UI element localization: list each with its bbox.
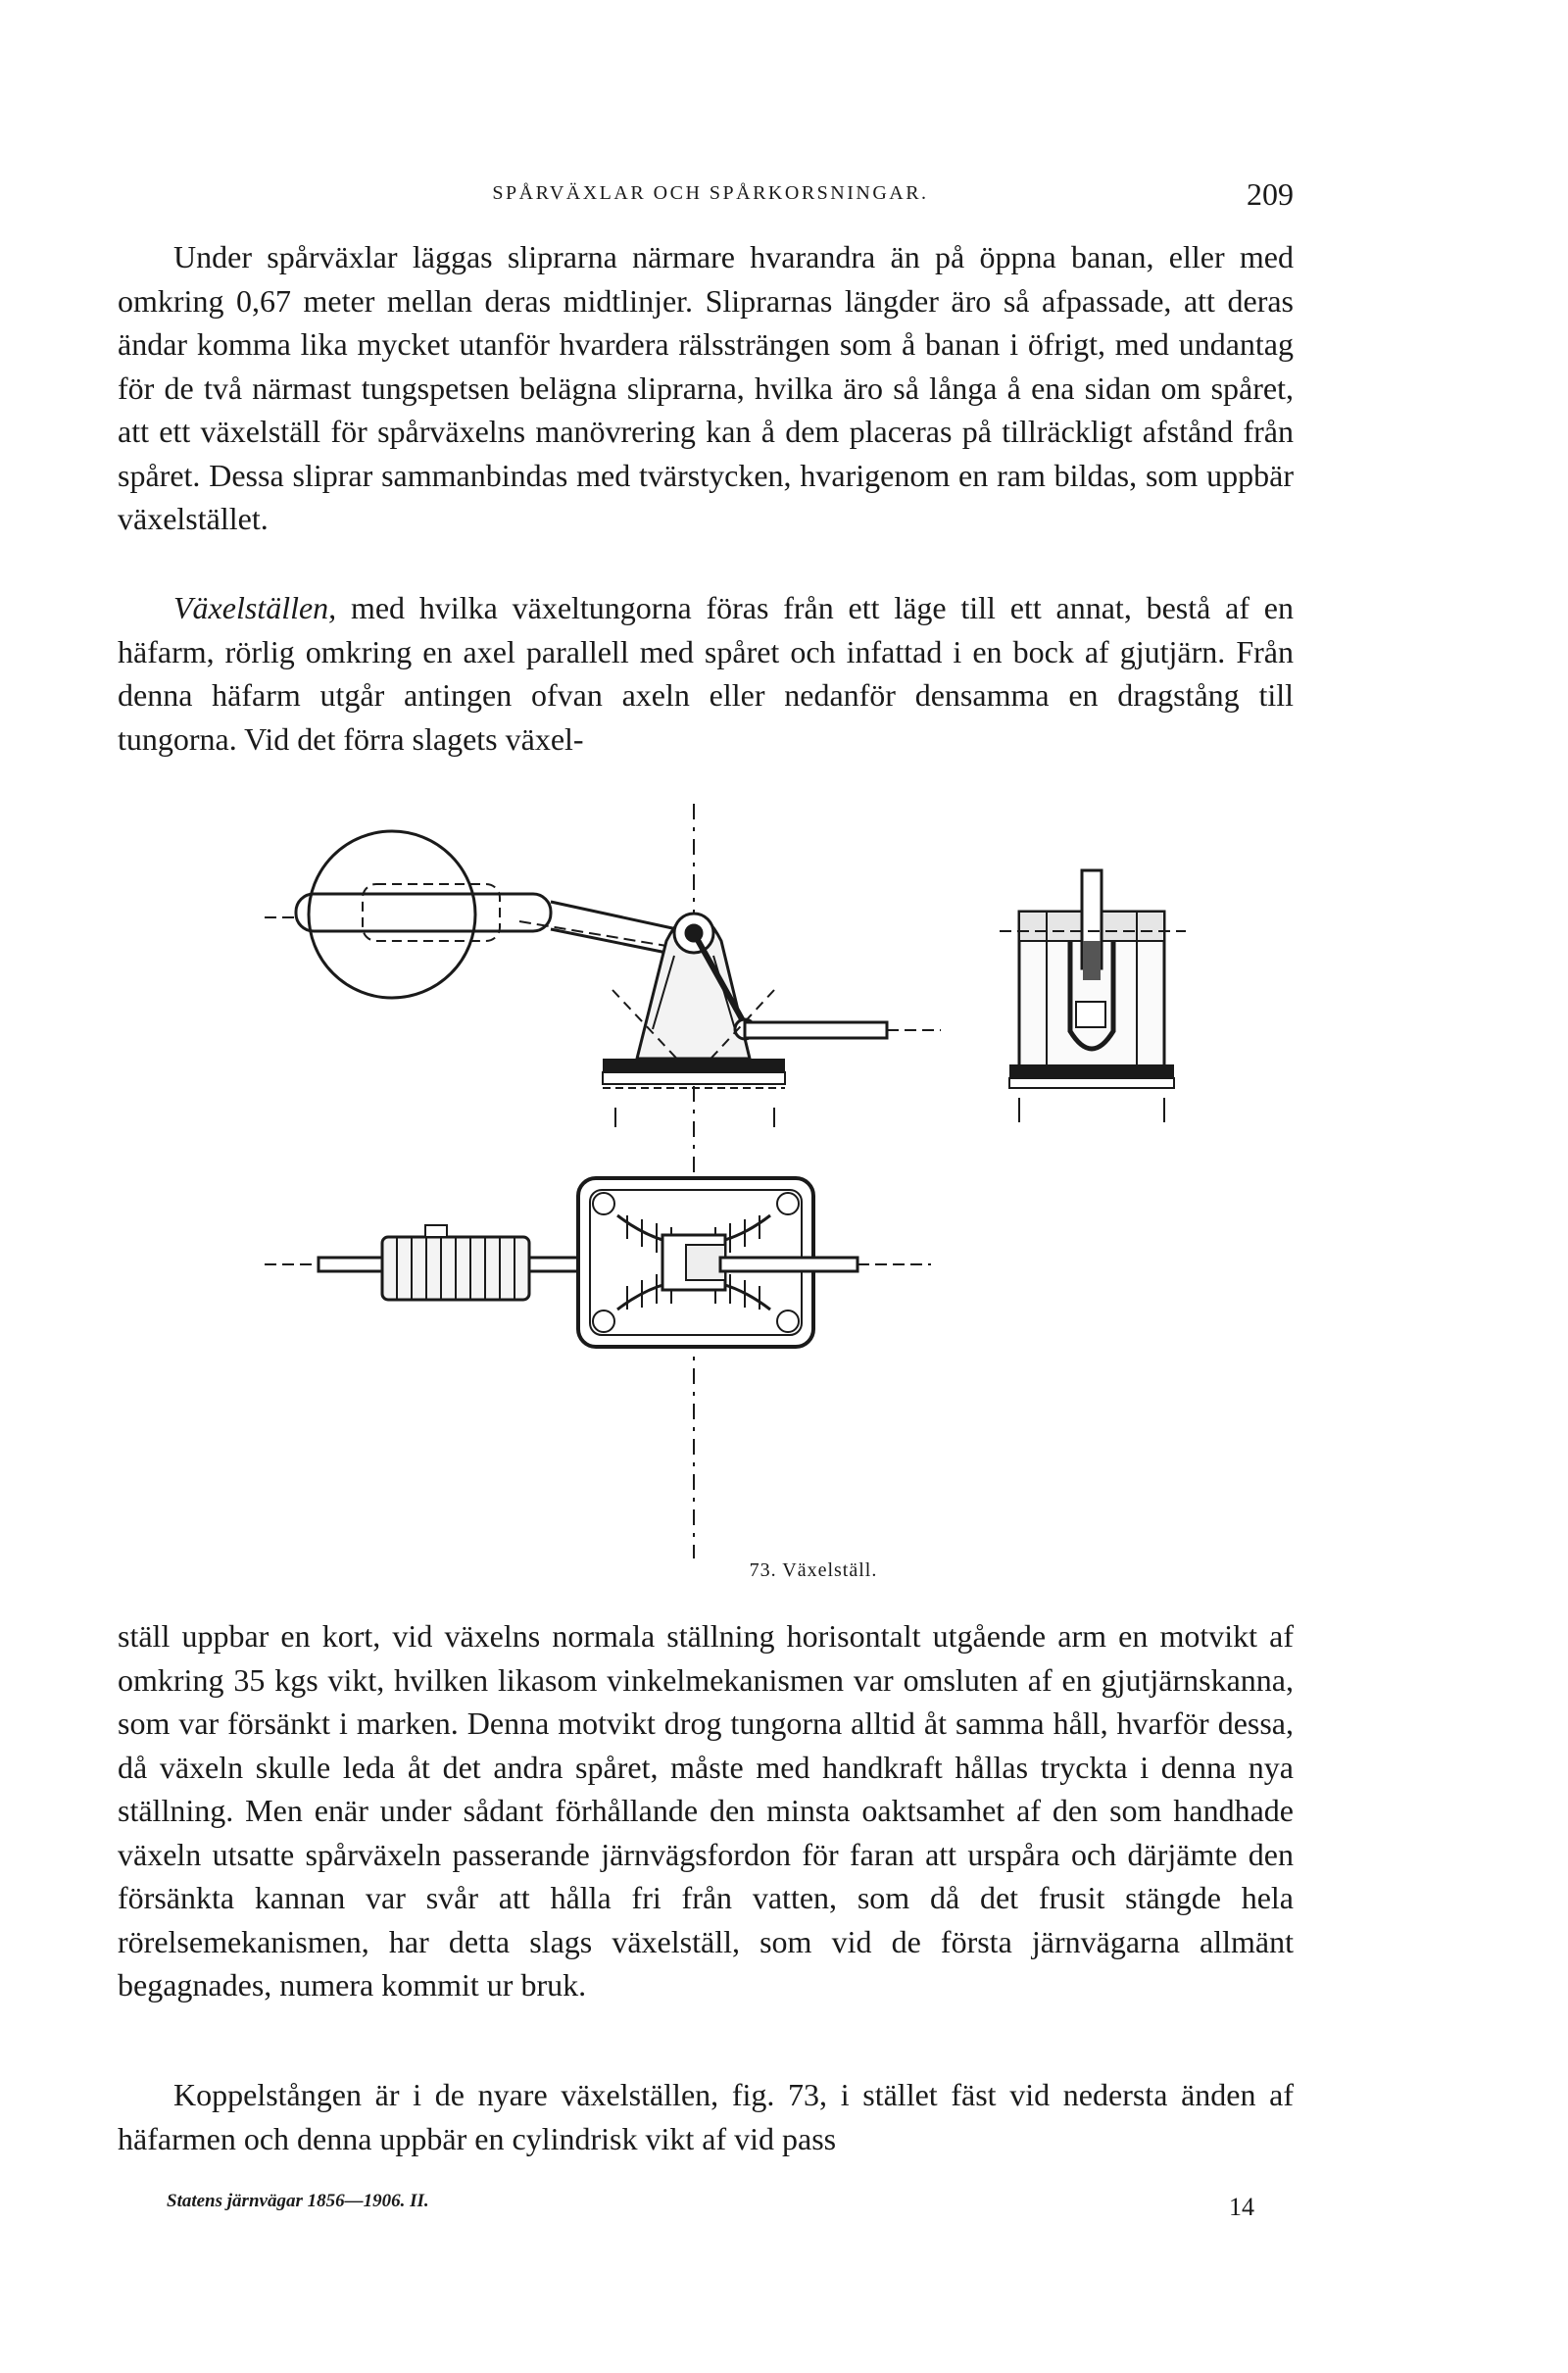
paragraph-motvikt: ställ uppbar en kort, vid växelns normala ställning horisontalt utgående arm en motvikt af omkring 35 kgs vikt, hvilken likasom vinkelmekanismen var omsluten af en gjutjärnskanna, som var försänkt i marken. Denna motvikt drog tungorna alltid åt samma håll, hvarför dessa, då växeln skulle leda åt det andra spåret, måste med handkraft hållas tryckta i denna nya ställning. Men enär under sådant förhållande den minsta oaktsamhet af den som handhade växeln utsatte spårväxeln passerande järnvägsfordon för faran att urspåra och därjämte den försänkta kannan var svår att hålla fri från vatten, som då det frusit stängde hela rörelsemekanismen, har detta slags växelställ, som vid de första järnvägarna allmänt begagnades, numera kommit ur bruk. [118, 1618, 1294, 2002]
running-title: SPÅRVÄXLAR OCH SPÅRKORSNINGAR. [492, 182, 929, 204]
page-header [118, 176, 1294, 222]
page-footer [118, 2191, 1294, 2230]
page-number: 209 [1247, 176, 1294, 212]
figure-caption: 73. Växelställ. [749, 1559, 878, 1581]
term-vaxelstallen: Växelställen, [173, 590, 337, 625]
paragraph-vaxelstallen-text: med hvilka växeltungorna föras från ett läge till ett annat, bestå af en häfarm, rörlig omkring en axel parallell med spåret och infattad i en bock af gjutjärn. Från denna häfarm utgår antingen ofvan axeln eller nedanför densamma en dragstång till tungorna. Vid det förra slagets växel- [118, 590, 1294, 757]
switch-stand-drawing-icon [225, 784, 1264, 1588]
paragraph-sliprar: Under spårväxlar läggas sliprarna närmare hvarandra än på öppna banan, eller med omkring 0,67 meter mellan deras midtlinjer. Sliprarnas längder äro så afpassade, att deras ändar komma lika mycket utanför hvardera rälssträngen som å banan i öfrigt, med undantag för de två närmast tungspetsen belägna sliprarna, hvilka äro så långa å ena sidan om spåret, att ett växelställ för spårväxelns manövrering kan å dem placeras på tillräckligt afstånd från spåret. Dessa sliprar sammanbindas med tvärstycken, hvarigenom en ram bildas, som uppbär växelstället. [118, 239, 1294, 536]
sheet-number: 14 [1229, 2193, 1254, 2221]
paragraph-vaxelstallen [118, 586, 1294, 761]
paragraph-koppelstangen: Koppelstången är i de nyare växelställen, fig. 73, i stället fäst vid nedersta änden af häfarmen och denna uppbär en cylindrisk vikt af vid pass [118, 2077, 1294, 2156]
footer-signature: Statens järnvägar 1856—1906. II. [167, 2191, 429, 2211]
